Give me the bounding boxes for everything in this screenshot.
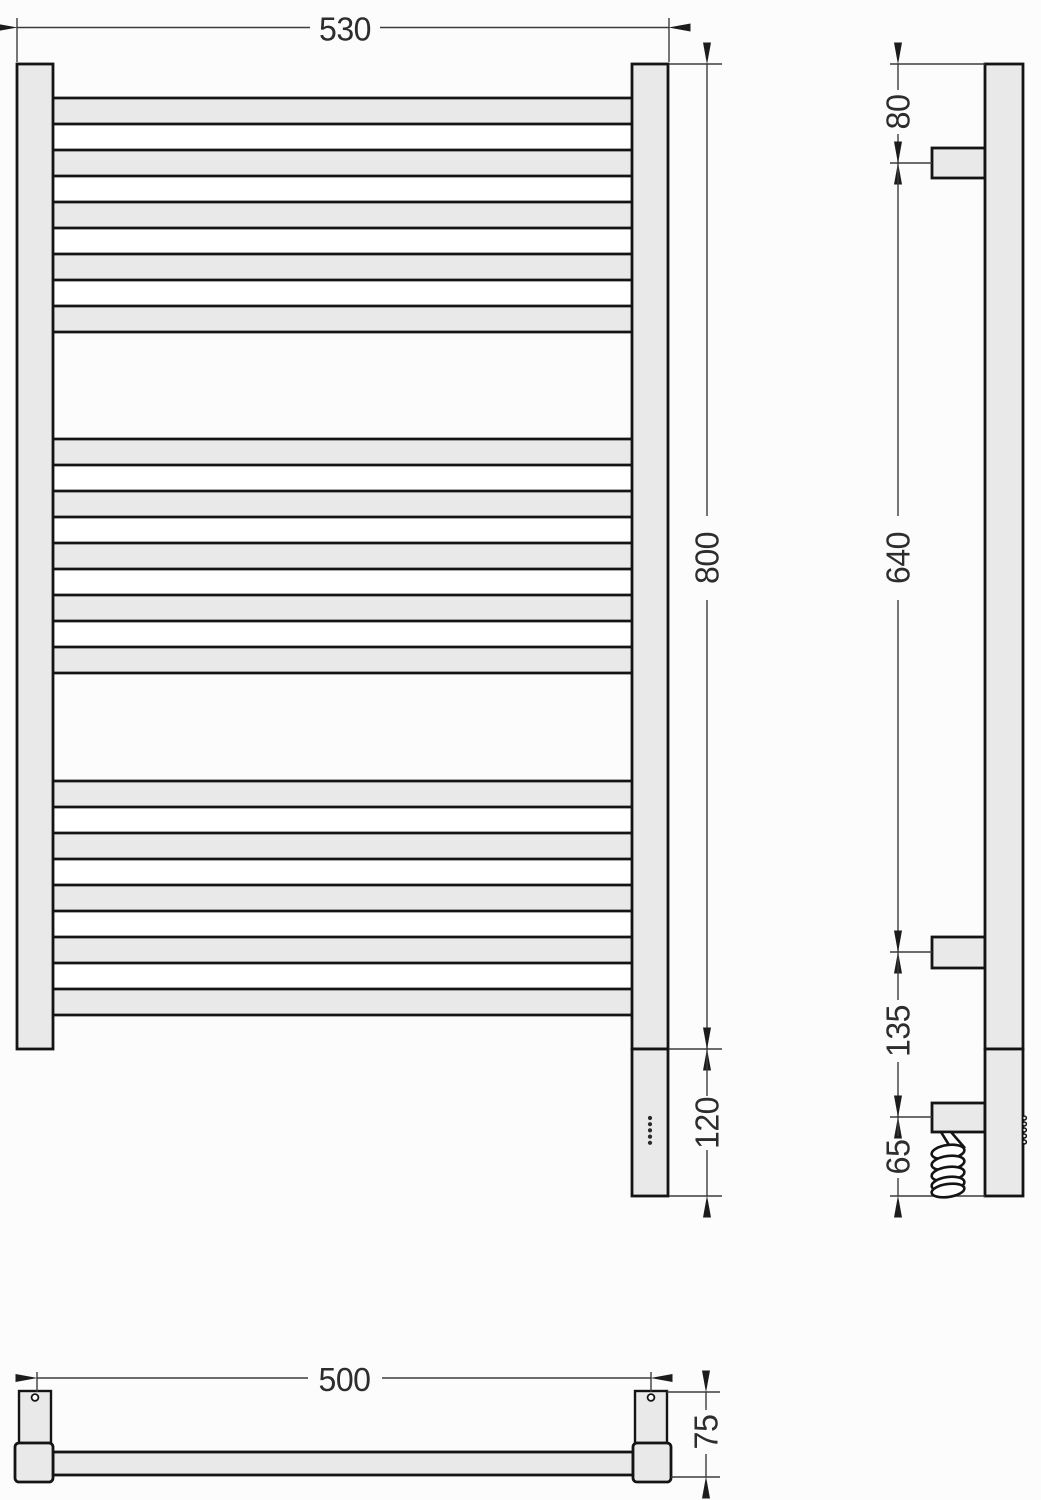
- front-right-post: [632, 64, 668, 1049]
- towel-bar: [51, 517, 634, 543]
- towel-bar: [51, 963, 634, 989]
- towel-bar: [51, 306, 634, 332]
- side-post: [985, 64, 1023, 1049]
- towel-bar: [51, 569, 634, 595]
- towel-bar: [51, 937, 634, 963]
- bottom-left-post-block: [15, 1443, 53, 1482]
- dim-label-cable-zone: 65: [879, 1138, 917, 1175]
- front-left-post: [17, 64, 53, 1049]
- towel-bar: [51, 989, 634, 1015]
- front-bars: [51, 98, 634, 1015]
- towel-bar: [51, 98, 634, 124]
- towel-bar: [51, 885, 634, 911]
- towel-bar: [51, 859, 634, 885]
- left-screw-hole: [32, 1394, 39, 1401]
- side-top-bracket: [932, 148, 985, 178]
- towel-bar: [51, 150, 634, 176]
- towel-bar: [51, 202, 634, 228]
- bottom-tube: [53, 1452, 633, 1475]
- towel-bar: [51, 807, 634, 833]
- towel-bar: [51, 595, 634, 621]
- towel-bar: [51, 439, 634, 465]
- towel-bar: [51, 254, 634, 280]
- dim-label-mount-width: 500: [318, 1361, 371, 1398]
- dim-label-bracket-span: 640: [879, 530, 917, 584]
- side-bottom-bracket: [932, 937, 985, 968]
- bottom-right-post-block: [633, 1443, 671, 1482]
- dim-label-heater-section: 120: [688, 1095, 726, 1149]
- dim-label-below-bracket: 135: [879, 1003, 917, 1057]
- towel-bar: [51, 228, 634, 254]
- side-connection-box: [932, 1103, 985, 1132]
- side-heater-section: [985, 1049, 1023, 1196]
- dim-label-front-width: 530: [319, 10, 372, 48]
- dim-label-front-height: 800: [688, 530, 726, 584]
- dim-label-depth: 75: [687, 1413, 725, 1450]
- right-screw-hole: [648, 1394, 655, 1401]
- towel-bar: [51, 647, 634, 673]
- towel-bar: [51, 465, 634, 491]
- towel-bar: [51, 833, 634, 859]
- towel-bar: [51, 621, 634, 647]
- towel-bar: [51, 781, 634, 807]
- towel-bar: [51, 491, 634, 517]
- towel-bar: [51, 543, 634, 569]
- towel-bar: [51, 124, 634, 150]
- dim-label-side-top-offset: 80: [879, 93, 917, 130]
- towel-bar: [51, 176, 634, 202]
- towel-bar: [51, 280, 634, 306]
- towel-bar: [51, 911, 634, 937]
